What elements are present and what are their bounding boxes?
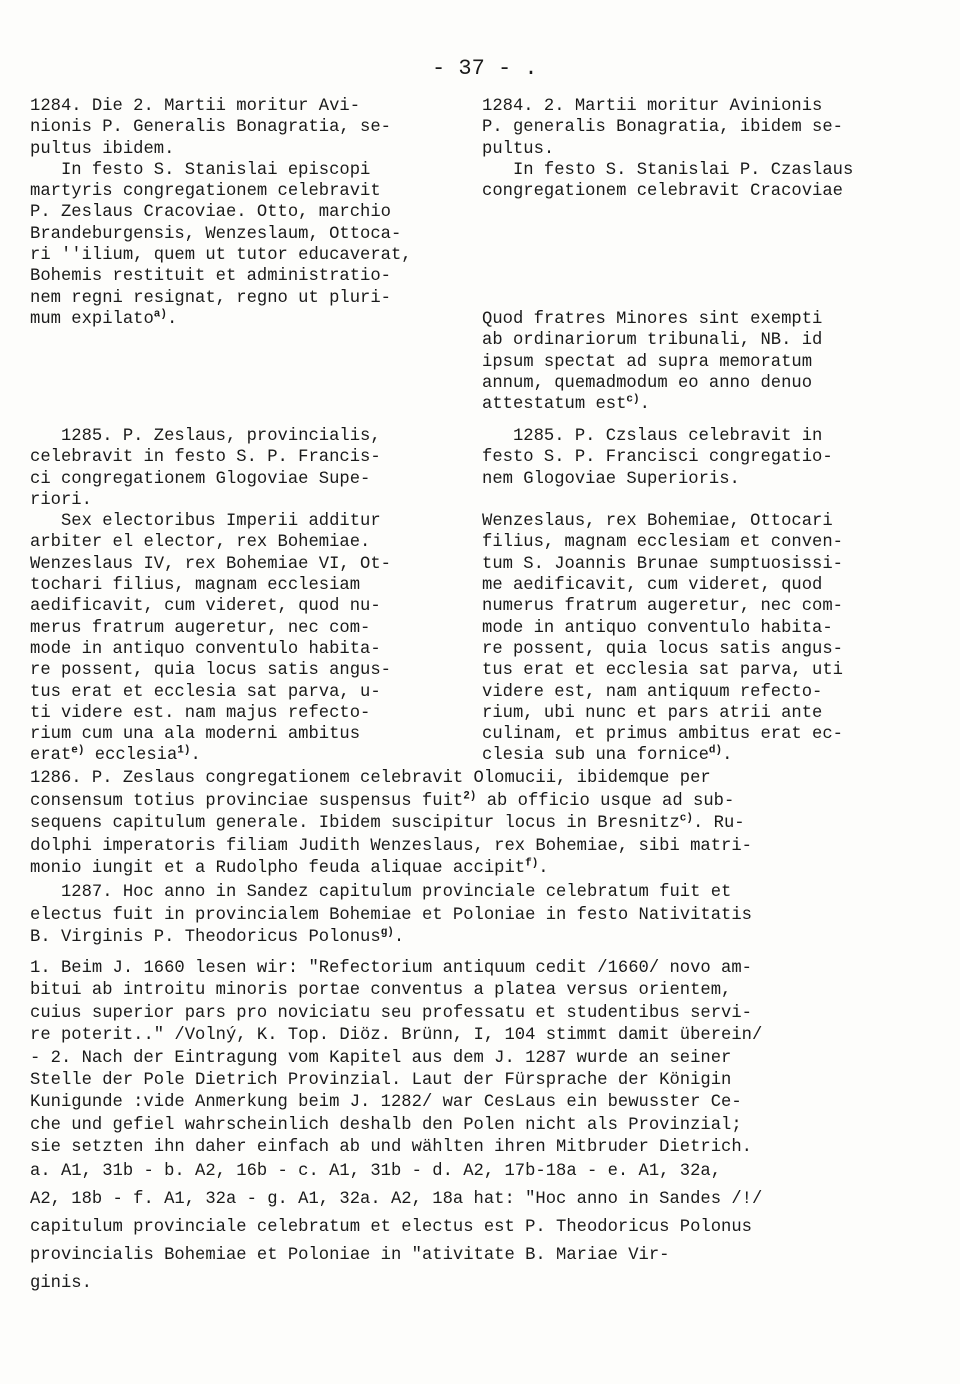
source-notes bbox=[30, 1158, 930, 1298]
left-column-1285 bbox=[30, 426, 475, 767]
right-column-1285 bbox=[482, 426, 952, 767]
left-1285-tail: ecclesia bbox=[84, 746, 178, 766]
note-ref-f: f) bbox=[525, 857, 539, 870]
footnotes-german bbox=[30, 958, 930, 1160]
p1287-text: 1287. Hoc anno in Sandez capitulum provinciale celebratum fuit et electus fuit in provincialem Bohemiae et Poloniae in festo Nativitatis B. Virginis P. Theodoricus Polonus bbox=[30, 883, 752, 947]
right-1285-text: 1285. P. Czslaus celebravit in festo S. P. Francisci congregatio- nem Glogoviae Superioris. Wenzeslaus, rex Bohemiae, Ottocari filius, magnam ecclesiam et conven- tum S. Joannis Brunae sumptuosissi- me aedificavit, cum videret, quod numerus fratrum augeretur, nec com- mode in antiquo conventulo habita- re possent, quia locus satis angus- tus erat et ecclesia sat parva, uti videre est, nam antiquum refecto- rium, ubi nunc et pars atrii ante culinam, et primus ambitus erat ec- clesia sub una fornice bbox=[482, 427, 843, 766]
page-number: - 37 - . bbox=[432, 56, 538, 81]
paragraph-1286 bbox=[30, 768, 930, 881]
p1287-end: . bbox=[393, 928, 405, 947]
left-1284-text: 1284. Die 2. Martii moritur Avi- nionis P. Generalis Bonagratia, se- pultus ibidem. In festo S. Stanislai episcopi martyris congregationem celebravit P. Zeslaus Cracoviae. Otto, marchio Brandeburgensis, Wenzeslaum, Ottoca- ri ''ilium, quem ut tutor educaverat, Bohemis restituit et administratio- nem regni resignat, regno ut pluri- mum expilato bbox=[30, 97, 412, 329]
p1286-part1: 1286. P. Zeslaus congregationem celebravit Olomucii, ibidemque per consensum totius provinciae suspensus fuit bbox=[30, 769, 711, 811]
note-ref-d: d) bbox=[708, 744, 723, 757]
left-column-1284: 1284. Die 2. Martii moritur Avi- nionis P. Generalis Bonagratia, se- pultus ibidem. In festo S. Stanislai episcopi martyris congregationem celebravit P. Zeslaus Cracoviae. Otto, marchio Brandeburgensis, Wenzeslaum, Ottoca- ri ''ilium, quem ut tutor educaverat, Bohemis restituit et administratio- nem regni resignat, regno ut pluri- mum expilato$^{a)}$. bbox=[30, 97, 412, 329]
right-column-1284 bbox=[482, 96, 952, 202]
p1286-part2: ab officio usque ad sub- sequens capitulum generale. Ibidem suscipitur locus in Bresnitz bbox=[30, 791, 735, 833]
paragraph-1287 bbox=[30, 882, 930, 950]
left-1285-end: . bbox=[190, 746, 201, 766]
right-1284-text: 1284. 2. Martii moritur Avinionis P. generalis Bonagratia, ibidem se- pultus. In festo S. Stanislai P. Czaslaus congregationem celebravit Cracoviae bbox=[482, 97, 854, 202]
note-ref-c2: c) bbox=[679, 812, 693, 825]
note-ref-g: g) bbox=[380, 926, 394, 939]
source-notes-text: a. A1, 31b - b. A2, 16b - c. A1, 31b - d. A2, 17b-18a - e. A1, 32a, A2, 18b - f. A1, 32a - g. A1, 32a. A2, 18a hat: "Hoc anno in Sandes /!/ capitulum provinciale celebratum et electus est P. Theodoricus Polonus provincialis Bohemiae et Poloniae in "ativitate B. Mariae Vir- ginis. bbox=[30, 1162, 763, 1293]
p1286-end: . bbox=[538, 859, 549, 878]
right-column-exemption bbox=[482, 309, 952, 415]
note-ref-1: 1) bbox=[177, 744, 191, 757]
right-1285-end: . bbox=[722, 746, 733, 766]
footnote-text: 1. Beim J. 1660 lesen wir: "Refectorium antiquum cedit /1660/ novo am- bitui ab introitu minoris portae conventus a platea versus orientem, cuius superior pars pro noviciatu seu professatu et studentibus servi- re poterit.." /Volný, K. Top. Diöz. Brünn, I, 104 stimmt damit überein/ - 2. Nach der Eintragung vom Kapitel aus dem J. 1287 wurde an seiner Stelle der Pole Dietrich Provinzial. Laut der Fürsprache der Königin Kunigunde :vide Anmerkung beim J. 1282/ war CesLaus ein bewusster Ce- che und gefiel wahrscheinlich deshalb den Polen nicht als Provinzial; sie setzten ihn daher einfach ab und wählten ihren Mitbruder Dietrich. bbox=[30, 959, 763, 1158]
left-1285-text: 1285. P. Zeslaus, provincialis, celebravit in festo S. P. Francis- ci congregationem Glogoviae Supe- riori. Sex electoribus Imperii additur arbiter el elector, rex Bohemiae. Wenzeslaus IV, rex Bohemiae VI, Ot- tochari filius, magnam ecclesiam aedificavit, cum videret, quod nu- merus fratrum augeretur, nec com- mode in antiquo conventulo habita- re possent, quia locus satis angus- tus erat et ecclesia sat parva, u- ti videre est. nam majus refecto- rium cum una ala moderni ambitus erat bbox=[30, 427, 391, 766]
p1286-part3: . Ru- dolphi imperatoris filiam Judith Wenzeslaus, rex Bohemiae, sibi matri- monio iungit et a Rudolpho feuda aliquae accipit bbox=[30, 814, 752, 878]
note-ref-a: a) bbox=[153, 308, 167, 321]
note-ref-c: c) bbox=[626, 393, 640, 406]
note-ref-e: e) bbox=[71, 744, 85, 757]
note-ref-2: 2) bbox=[463, 789, 477, 802]
right-exemption-end: . bbox=[639, 395, 650, 415]
right-exemption-text: Quod fratres Minores sint exempti ab ordinariorum tribunali, NB. id ipsum spectat ad supra memoratum annum, quemadmodum eo anno denuo attestatum est bbox=[482, 310, 823, 415]
